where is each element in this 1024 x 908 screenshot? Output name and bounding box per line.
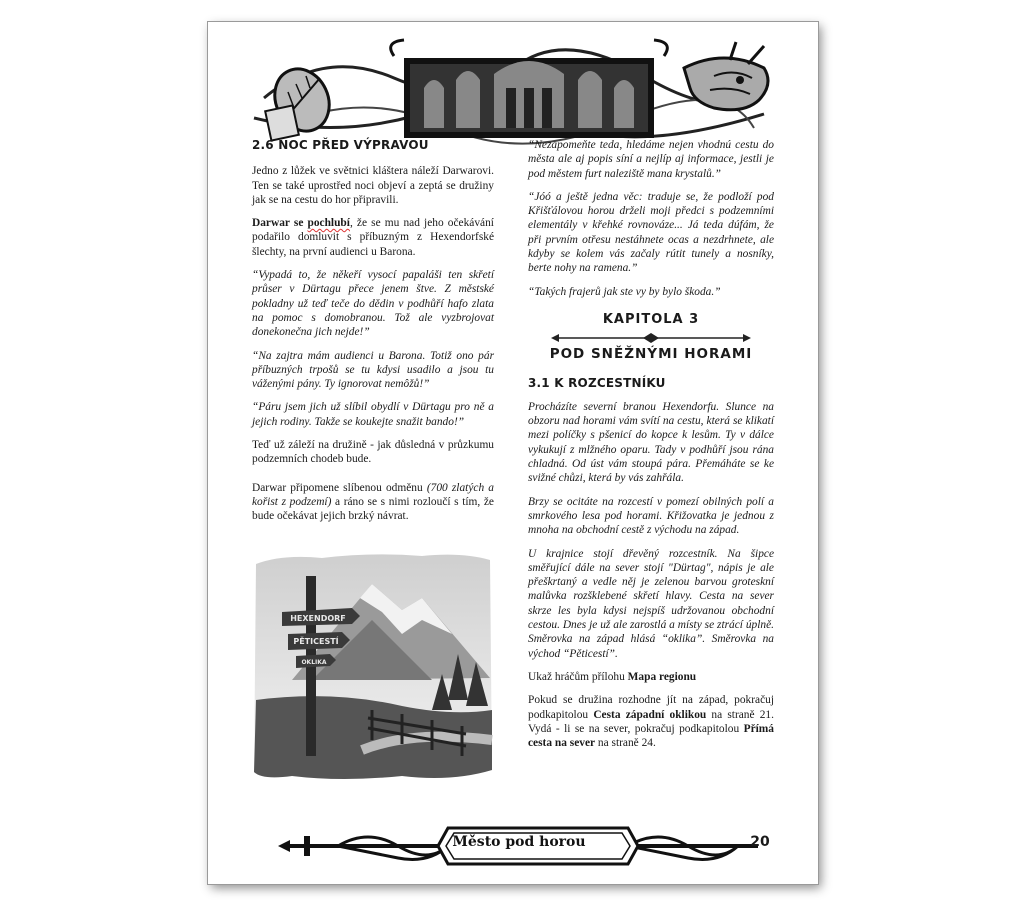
section-title-3-1: 3.1 K ROZCESTNÍKU <box>528 375 666 390</box>
sign-text-hexendorf: HEXENDORF <box>290 614 346 623</box>
bold-text: Přímá cesta na sever <box>528 722 774 750</box>
chapter-name: POD SNĚŽNÝMI HORAMI <box>549 346 753 363</box>
quote: “Takých frajerů jak ste vy by bylo škoda.” <box>528 285 721 298</box>
paragraph: Jedno z lůžek ve světnici kláštera náleží Darwarovi. Ten se také uprostřed noci objeví a zeptá se družiny jak se na cestu do hor připravili. <box>252 165 494 206</box>
quote: “Páru jsem jich už slíbil obydlí v Dürtagu pro ně a jejich rodiny. Takže se koukejte snažit bando!” <box>252 401 494 428</box>
paragraph-text: na straně 24. <box>597 737 656 750</box>
header-ornament-illustration <box>244 28 784 148</box>
bold-text: pochlubí <box>307 217 350 230</box>
document-page <box>208 22 818 884</box>
sign-text-oklika: OKLIKA <box>301 659 327 666</box>
page-number: 20 <box>750 834 770 850</box>
paragraph-text: , že se mu nad jeho očekávání podařilo domluvit s příbuzným z Hexendorfské šlechty, na první audienci u Barona. <box>252 217 494 258</box>
read-aloud-text: Brzy se ocitáte na rozcestí v pomezí obilných polí a smrkového lesa pod horami. Křižovatka je jednou z mnoha na obchodní cestě z východu na západ. <box>528 495 774 537</box>
right-column <box>528 138 774 759</box>
quote: “Vypadá to, že někeří vysocí papaláši ten skřetí průser v Dürtagu přece jenem štve. Z městské pokladny už teď teče do dědin v podhůří hafo zlata na pomoc s domobranou. Tož ale vyzbrojovat donekonečna jich nejde!” <box>252 269 494 339</box>
paragraph-text: Darwar připomene slíbenou odměnu <box>252 481 423 494</box>
paragraph <box>252 481 494 524</box>
italic-text: (700 zlatých a kořist z podzemí) <box>252 481 494 508</box>
paragraph-text: a ráno se s nimi rozloučí s tím, že bude očekávat jejich brzký návrat. <box>252 495 494 523</box>
chapter-label: KAPITOLA 3 <box>602 311 700 327</box>
paragraph <box>528 670 774 684</box>
left-column <box>252 138 494 533</box>
bold-text: Mapa regionu <box>627 670 697 683</box>
bold-text: Darwar se <box>252 217 304 230</box>
paragraph-text: Pokud se družina rozhodne jít na západ, pokračuj podkapitolou <box>528 694 774 721</box>
paragraph-text: na straně 21. Vydá - li se na sever, pokračuj podkapitolou <box>528 708 774 735</box>
crossroads-signpost-illustration <box>252 550 494 782</box>
paragraph-text: Ukaž hráčům přílohu <box>528 670 625 683</box>
sign-text-peticesti: PĚTICESTÍ <box>293 637 339 646</box>
section-title-2-6: 2.6 NOC PŘED VÝPRAVOU <box>252 138 429 152</box>
quote: “Na zajtra mám audienci u Barona. Totiž ono pár příbuzných trpošů se tu kdysi usadilo a jsou tu váženými pány. Ty ignorovat nemôžů!” <box>252 349 494 391</box>
read-aloud-text: U krajnice stojí dřevěný rozcestník. Na šipce směřující dále na sever stojí "Dürtag", nápis je ale přeškrtaný a vedle něj je zelenou barvou groteskní malůvka rozšklebené skřetí hlavy. Cesta na sever skrze les byla kdysi nejspíš udržovanou obchodní cestou. Dnes je už ale zarostlá a místy se ztrácí úplně. Směrovka na západ hlásá “oklika”. Směrovka na východ “Pěticestí”. <box>528 547 774 660</box>
paragraph <box>528 693 774 750</box>
quote: “Jóó a ještě jedna věc: traduje se, že podloží pod Křišťálovou horou drželi moji předci s podzemními elementály v křehké rovnováze... Já teda dúfám, že při prvním otřesu nestáhnete ocas a nezdrhnete, ale kdyby se kolem vás začaly rútit tunely a nosníky, berte nohy na ramena.” <box>528 190 774 275</box>
read-aloud-text: Procházíte severní branou Hexendorfu. Slunce na obzoru nad horami vám svítí na cestu, která se klikatí mezi políčky s pšenicí do kopce k lesům. Ty v dálce vykukují z mlžného oparu. Tady v podhůří jsou rána chladná. Od úst vám stoupá pára. Přemáháte se ke svižné chůzi, která by vás zahřála. <box>528 400 774 485</box>
ornamental-rule-icon <box>551 331 751 345</box>
paragraph: Teď už záleží na družině - jak důsledná v průzkumu podzemních chodeb bude. <box>252 439 494 466</box>
paragraph <box>252 216 494 259</box>
chapter-heading <box>528 313 774 362</box>
quote: “Nezapomeňte teda, hledáme nejen vhodnú cestu do města ale aj popis síní a nejlíp aj informace, jestli je pod městem furt naleziště mana krystalů.” <box>528 139 774 180</box>
bold-text: Cesta západní oklikou <box>593 708 707 721</box>
footer-book-title: Město pod horou <box>452 834 586 850</box>
